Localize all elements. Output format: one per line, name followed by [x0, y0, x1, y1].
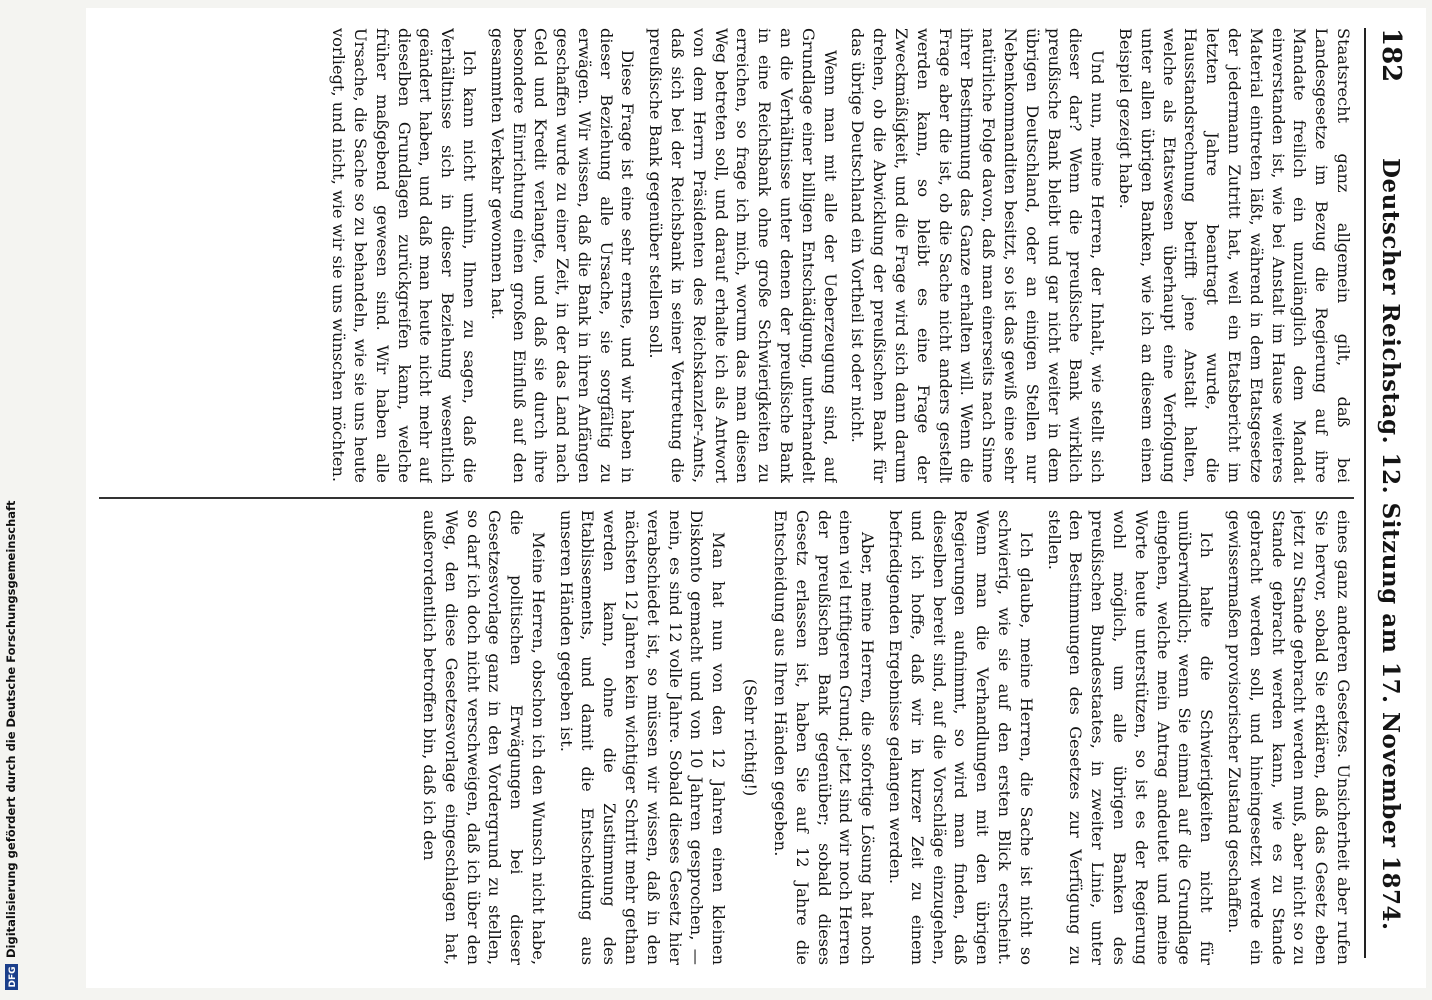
- paragraph: Und nun, meine Herren, der Inhalt, wie stellt sich dieser dar? Wenn die preußische Bank wirklich preußische Bank bleibt und gar nicht weiter in dem übrigen Deutschland, oder an einigen Stellen nur Nebenkommanditen besitzt, so ist das gewiß eine sehr natürliche Folge davon, daß man einerseits nach Sinne ihrer Bestimmung das Ganze erhalten will. Wenn die Frage aber die ist, ob die Sache nicht anders gestellt werden kann, so bleibt es eine Frage der Zweckmäßigkeit, und die Frage wird sich dann darum drehen, ob die Abwicklung der preußischen Bank für das übrige Deutschland ein Vortheil ist oder nicht.: [848, 28, 1108, 483]
- paragraph: Staatsrecht ganz allgemein gilt, daß bei Landesgesetze im Bezug die Regierung auf ihre Mandate freilich ein unzulänglich dem Mandat einverstanden ist, wie bei Anstalt im Hause weiteres Material eintreten läßt, während in dem Etatsgesetze der jedermann Zutritt hat, weil ein Etatsbericht im letzten Jahre beantragt wurde, die Hausstandsrechnung betrifft jene Anstalt halten, welche als Etatswesen überhaupt eine Verfolgung unter allen übrigen Banken, wie ich an diesem einen Beispiel gezeigt habe.: [1116, 28, 1353, 483]
- paragraph: Ich glaube, meine Herren, die Sache ist nicht so schwierig, wie sie auf den ersten Blick erscheint. Wenn man die Verhandlungen mit den übrigen Regierungen aufnimmt, so wird man finden, daß dieselben bereit sind, auf die Vorschläge einzugehen, und ich hoffe, daß wir in kurzer Zeit zu einem befriedigenden Ergebnisse gelangen werden.: [886, 510, 1036, 965]
- paragraph: Diese Frage ist eine sehr ernste, und wir haben in dieser Beziehung alle Ursache, sie sorgfältig zu erwägen. Wir wissen, daß die Bank in ihren Anfängen geschaffen wurde zu einer Zeit, in der das Land nach Geld und Kredit verlangte, und daß sie durch ihre besondere Einrichtung einen großen Einfluß auf den gesammten Verkehr gewonnen hat.: [487, 28, 638, 483]
- running-head: Deutscher Reichstag. 12. Sitzung am 17. November 1874.: [1377, 158, 1404, 931]
- column-divider: [99, 497, 1354, 499]
- dfg-logo-label: DFG: [7, 966, 18, 988]
- page-number: 182: [1376, 28, 1406, 83]
- reaction-note: (Sehr richtig!): [741, 678, 761, 797]
- paragraph: Man hat nun von den 12 Jahren einen kleinen Diskonto gemacht und von 10 Jahren gesprochen, — nein, es sind 12 volle Jahre. Sobald dieses Gesetz hier verabschiedet ist, so müssen wir wissen, daß in den nächsten 12 Jahren kein wichtiger Schritt mehr gethan werden kann, ohne die Zustimmung des Etablissements, und damit die Entscheidung aus unseren Händen gegeben ist.: [556, 510, 729, 965]
- paragraph: Aber, meine Herren, die sofortige Lösung hat noch einen viel triftigeren Grund; jetzt sind wir noch Herren der preußischen Bank gegenüber; sobald dieses Gesetz erlassen ist, haben Sie auf 12 Jahre die Entscheidung aus Ihren Händen gegeben.: [771, 510, 878, 965]
- header-rule: [1364, 28, 1366, 958]
- paragraph: Ich kann nicht umhin, Ihnen zu sagen, daß die Verhältnisse sich in dieser Beziehung wesentlich geändert haben, und daß man heute nicht mehr auf dieselben Grundlagen zurückgreifen kann, welche früher maßgebend gewesen sind. Wir haben alle Ursache, die Sache so zu behandeln, wie sie uns heute vorliegt, und nicht, wie wir sie uns wünschen möchten.: [329, 28, 479, 483]
- page-header: [1372, 28, 1412, 958]
- paragraph: Meine Herren, obschon ich den Wunsch nicht habe, die politischen Erwägungen bei dieser Gesetzesvorlage ganz in den Vordergrund zu stellen, so darf ich doch nicht verschweigen, daß ich über den Weg, den diese Gesetzesvorlage eingeschlagen hat, außerordentlich betroffen bin, daß ich den: [419, 510, 548, 965]
- right-column: [104, 510, 1354, 965]
- paragraph: eines ganz anderen Gesetzes. Unsicherheit aber rufen Sie hervor, sobald Sie erklären, daß das Gesetz eben jetzt zu Stande gebracht werden muß, aber nicht so zu Stande gebracht werden kann, wie es zu Stande gebracht werden soll, und hineingesetzt werde ein gewissermaßen provisorischer Zustand geschaffen.: [1225, 510, 1353, 965]
- paragraph: Wenn man mit alle der Ueberzeugung sind, auf Grundlage einer billigen Entschädigung, unterhandelt an die Verhältnisse unter denen der preußische Bank in eine Reichsbank ohne große Schwierigkeiten zu erreichen, so frage ich mich, worum das man diesen Weg betreten soll, und darauf erhalte ich als Antwort von dem Herrn Präsidenten des Reichskanzler-Amts, daß sich bei der Reichsbank in seiner Vertretung die preußische Bank gegenüber stellen soll.: [646, 28, 840, 483]
- dfg-logo-icon: [5, 964, 18, 990]
- digitization-credit: [4, 350, 18, 990]
- credit-text: Digitalisierung gefördert durch die Deutsche Forschungsgemeinschaft: [4, 500, 18, 958]
- scanned-page: [86, 8, 1426, 988]
- paragraph: Ich halte die Schwierigkeiten nicht für unüberwindlich; wenn Sie einmal auf die Grundlage eingehen, welche mein Antrag andeutet und meine Worte heute unterstützen, so ist es der Regierung wohl möglich, um alle übrigen Banken des preußischen Bundesstaates, in zweiter Linie, unter den Bestimmungen des Gesetzes zur Verfügung zu stellen.: [1044, 510, 1217, 965]
- left-column: [104, 28, 1354, 483]
